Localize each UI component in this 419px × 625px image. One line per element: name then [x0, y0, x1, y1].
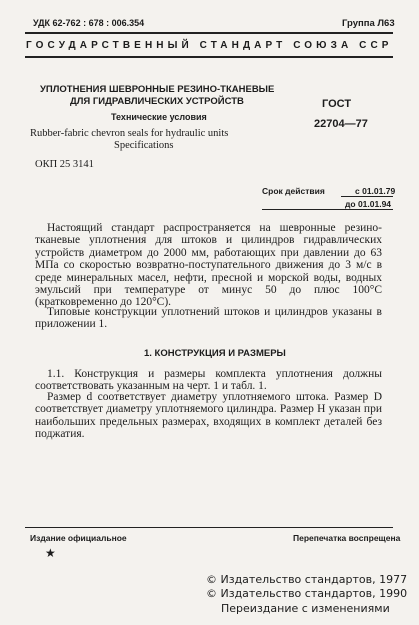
reissue-note: Переиздание с изменениями [221, 602, 390, 615]
copyright-1977: © Издательство стандартов, 1977 [206, 573, 408, 586]
header-rule-top [25, 32, 393, 34]
udc-code: УДК 62-762 : 678 : 006.354 [33, 18, 145, 28]
copyright-1990: © Издательство стандартов, 1990 [206, 587, 408, 600]
typical-designs-paragraph: Типовые конструкции уплотнений штоков и цилиндров указаны в приложении 1. [35, 306, 382, 331]
agency-name: ГОСУДАРСТВЕННЫЙ СТАНДАРТ СОЮЗА ССР [26, 40, 393, 51]
english-title-line-1: Rubber-fabric chevron seals for hydraulic units [30, 128, 229, 139]
validity-from: с 01.01.79 [355, 186, 396, 196]
english-title-line-2: Specifications [114, 140, 174, 151]
group-code: Группа Л63 [342, 18, 395, 29]
star-icon: ★ [45, 546, 56, 560]
validity-rule [341, 196, 393, 197]
validity-to: до 01.01.94 [345, 199, 392, 209]
title-subtitle: Технические условия [111, 112, 207, 122]
section-heading: 1. КОНСТРУКЦИЯ И РАЗМЕРЫ [144, 348, 286, 359]
clause-1-1: 1.1. Конструкция и размеры комплекта уплотнения должны соответствовать указанным на черт. 1 и табл. 1. [35, 368, 382, 393]
gost-number: 22704—77 [314, 118, 368, 130]
intro-paragraph: Настоящий стандарт распространяется на шевронные резино-тканевые уплотнения для штоков и цилиндров гидравлических устройств диаметром до 2000 мм, работающих при давлении до 63 МПа со скоростью возвратно-поступательного движения до 3 м/с в среде минеральных масел, нефти, пресной и морской воды, водных эмульсий при температуре от минус 50 до плюс 100°С (кратковременно до 120°С). [35, 222, 382, 309]
title-line-1: УПЛОТНЕНИЯ ШЕВРОННЫЕ РЕЗИНО-ТКАНЕВЫЕ [40, 84, 275, 95]
footer-rule [25, 527, 393, 528]
official-edition: Издание официальное [30, 533, 127, 543]
sizes-paragraph: Размер d соответствует диаметру уплотняемого штока. Размер D соответствует диаметру уплотняемого цилиндра. Размер H указан при наибольших предельных размерах, входящих в комплект деталей без поджатия. [35, 391, 382, 441]
reprint-prohibited: Перепечатка воспрещена [293, 533, 401, 543]
validity-rule-top [262, 209, 393, 210]
validity-label: Срок действия [262, 186, 325, 196]
title-line-2: ДЛЯ ГИДРАВЛИЧЕСКИХ УСТРОЙСТВ [70, 96, 244, 107]
gost-label: ГОСТ [322, 98, 352, 110]
okp-code: ОКП 25 3141 [35, 159, 94, 170]
header-rule-bottom [25, 56, 393, 58]
